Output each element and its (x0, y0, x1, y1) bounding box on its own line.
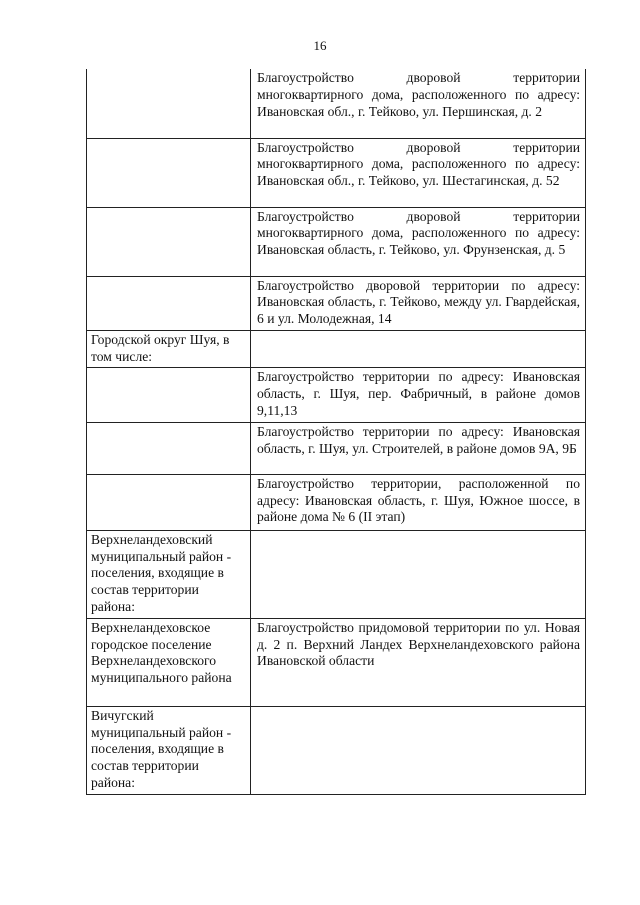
table-row (87, 138, 586, 207)
municipality-cell: Верхнеландеховский муниципальный район - поселения, входящие в состав территории района: (87, 530, 251, 618)
table-row (87, 706, 586, 794)
table-row (87, 330, 586, 368)
page-number: 16 (313, 38, 327, 53)
municipality-cell (87, 422, 251, 474)
municipality-cell: Вичугский муниципальный район - поселения, входящие в состав территории района: (87, 706, 251, 794)
project-description-cell: Благоустройство территории по адресу: Ивановская область, г. Шуя, пер. Фабричный, в районе домов 9,11,13 (251, 368, 586, 422)
project-description-cell: Благоустройство территории по адресу: Ивановская область, г. Шуя, ул. Строителей, в районе домов 9А, 9Б (251, 422, 586, 474)
municipality-cell (87, 474, 251, 530)
table-row (87, 474, 586, 530)
project-description-cell: Благоустройство дворовой территории многоквартирного дома, расположенного по адресу: Ивановская обл., г. Тейково, ул. Першинская, д. 2 (251, 69, 586, 138)
table-row (87, 422, 586, 474)
projects-table (86, 69, 586, 795)
table-row (87, 276, 586, 330)
municipality-cell (87, 368, 251, 422)
municipality-cell: Верхнеландеховское городское поселение Верхнеландеховского муниципального района (87, 618, 251, 706)
municipality-cell (87, 276, 251, 330)
table-row (87, 69, 586, 138)
project-description-cell (251, 706, 586, 794)
table-row (87, 530, 586, 618)
table-row (87, 618, 586, 706)
municipality-cell (87, 138, 251, 207)
project-description-cell: Благоустройство дворовой территории многоквартирного дома, расположенного по адресу: Ивановская обл., г. Тейково, ул. Шестагинская, д. 52 (251, 138, 586, 207)
project-description-cell (251, 530, 586, 618)
table-row (87, 368, 586, 422)
project-description-cell (251, 330, 586, 368)
project-description-cell: Благоустройство дворовой территории многоквартирного дома, расположенного по адресу: Ивановская область, г. Тейково, ул. Фрунзенская, д. 5 (251, 207, 586, 276)
project-description-cell: Благоустройство территории, расположенной по адресу: Ивановская область, г. Шуя, Южное шоссе, в районе дома № 6 (II этап) (251, 474, 586, 530)
municipality-cell (87, 69, 251, 138)
table-row (87, 207, 586, 276)
project-description-cell: Благоустройство дворовой территории по адресу: Ивановская область, г. Тейково, между ул. Гвардейская, 6 и ул. Молодежная, 14 (251, 276, 586, 330)
project-description-cell: Благоустройство придомовой территории по ул. Новая д. 2 п. Верхний Ландех Верхнеландеховского района Ивановской области (251, 618, 586, 706)
municipality-cell (87, 207, 251, 276)
municipality-cell: Городской округ Шуя, в том числе: (87, 330, 251, 368)
